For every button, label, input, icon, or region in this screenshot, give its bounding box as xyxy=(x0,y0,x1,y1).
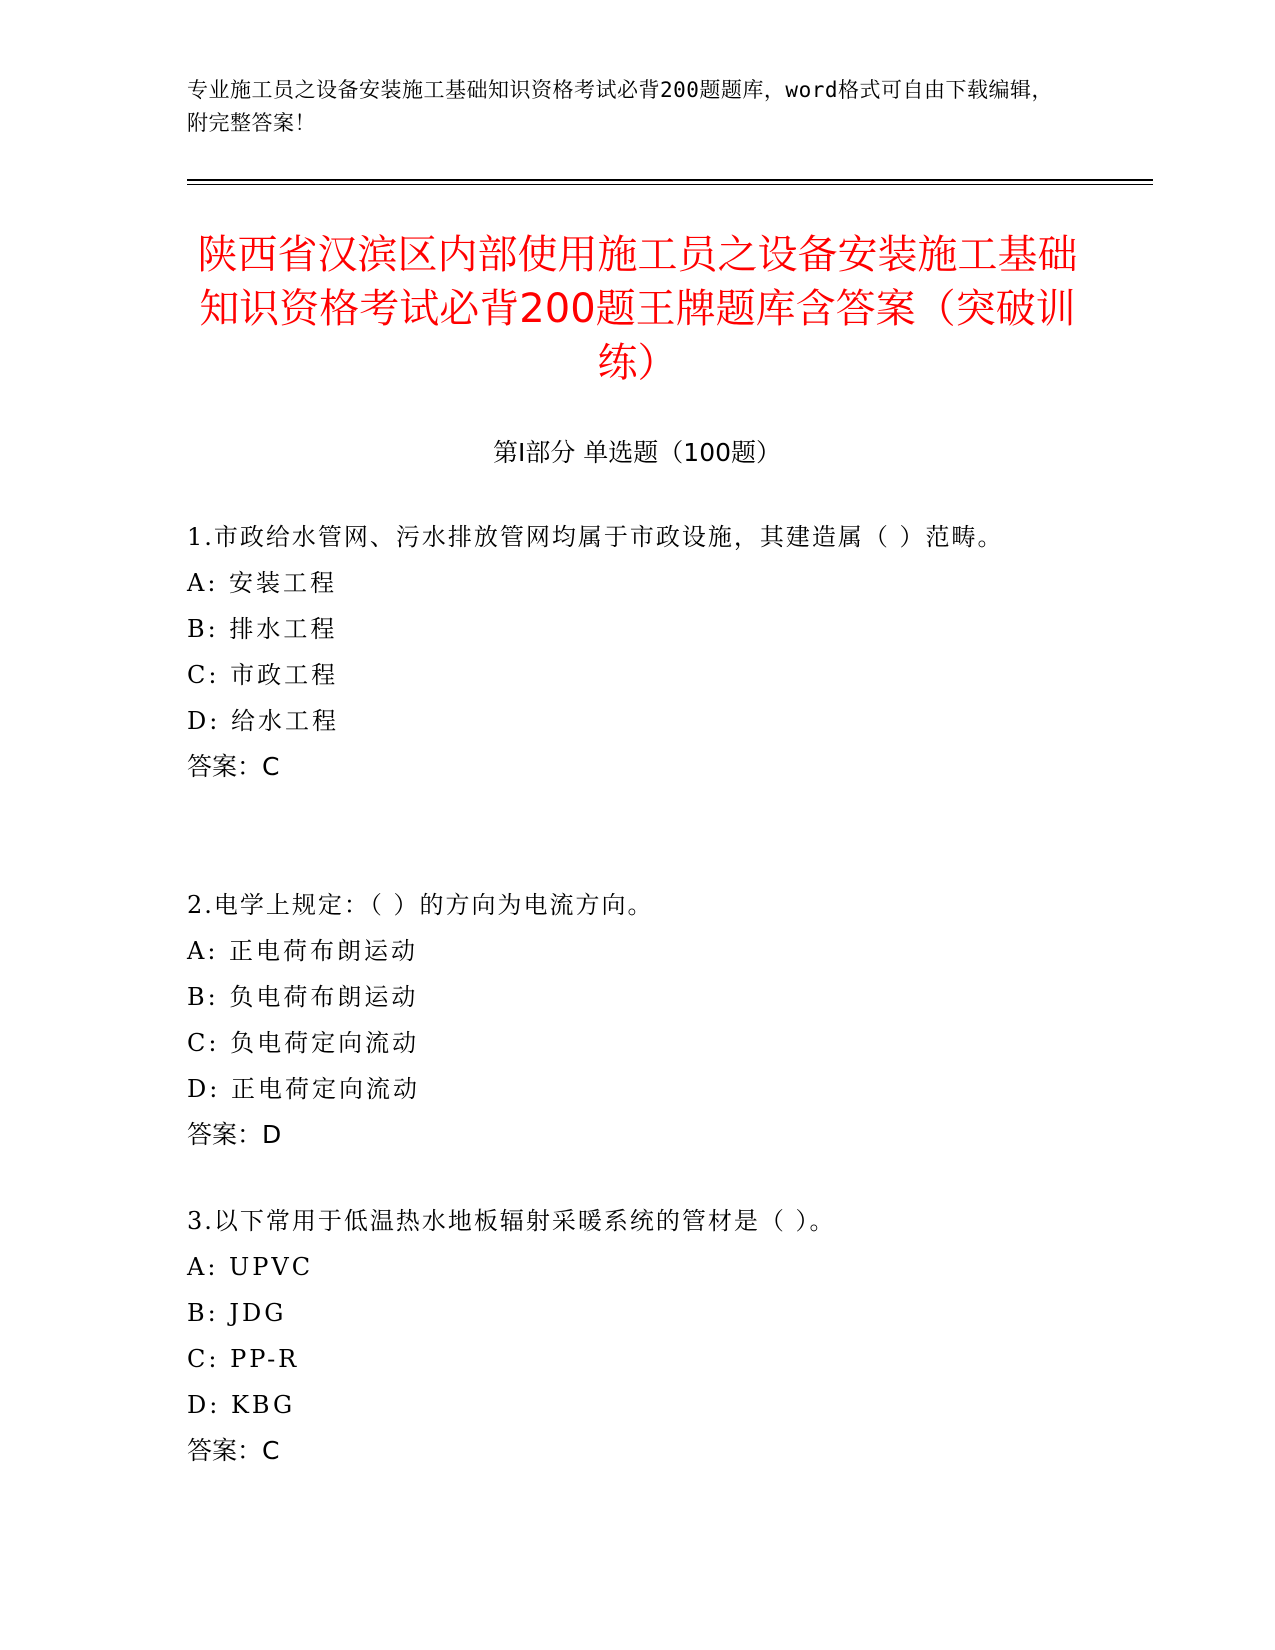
option-d: D: KBG xyxy=(187,1391,296,1419)
question-1 xyxy=(187,514,1087,790)
question-3 xyxy=(187,1198,1087,1474)
option-d: D: 给水工程 xyxy=(187,707,339,735)
question-2 xyxy=(187,882,1087,1158)
answer: 答案：D xyxy=(187,1120,282,1149)
document-title: 陕西省汉滨区内部使用施工员之设备安装施工基础知识资格考试必背200题王牌题库含答案（突破训练） xyxy=(197,232,1078,386)
question-stem: 1.市政给水管网、污水排放管网均属于市政设施，其建造属（ ）范畴。 xyxy=(187,523,1004,551)
option-a: A: 安装工程 xyxy=(187,569,338,597)
answer: 答案：C xyxy=(187,752,280,781)
option-d: D: 正电荷定向流动 xyxy=(187,1075,420,1103)
option-c: C: 负电荷定向流动 xyxy=(187,1029,420,1057)
option-c: C: 市政工程 xyxy=(187,661,339,689)
option-a: A: 正电荷布朗运动 xyxy=(187,937,419,965)
header-note: 专业施工员之设备安装施工基础知识资格考试必背200题题库，word格式可自由下载编辑，附完整答案！ xyxy=(187,78,1053,135)
option-b: B: 负电荷布朗运动 xyxy=(187,983,419,1011)
header-rule-thick xyxy=(187,179,1153,181)
section-title: 第Ⅰ部分 单选题（100题） xyxy=(492,438,782,467)
question-stem: 3.以下常用于低温热水地板辐射采暖系统的管材是（ ）。 xyxy=(187,1207,836,1235)
answer: 答案：C xyxy=(187,1436,280,1465)
header-rule-thin xyxy=(187,184,1153,185)
option-a: A: UPVC xyxy=(187,1253,314,1281)
option-b: B: JDG xyxy=(187,1299,287,1327)
option-b: B: 排水工程 xyxy=(187,615,338,643)
option-c: C: PP-R xyxy=(187,1345,300,1373)
question-stem: 2.电学上规定：（ ）的方向为电流方向。 xyxy=(187,891,654,919)
